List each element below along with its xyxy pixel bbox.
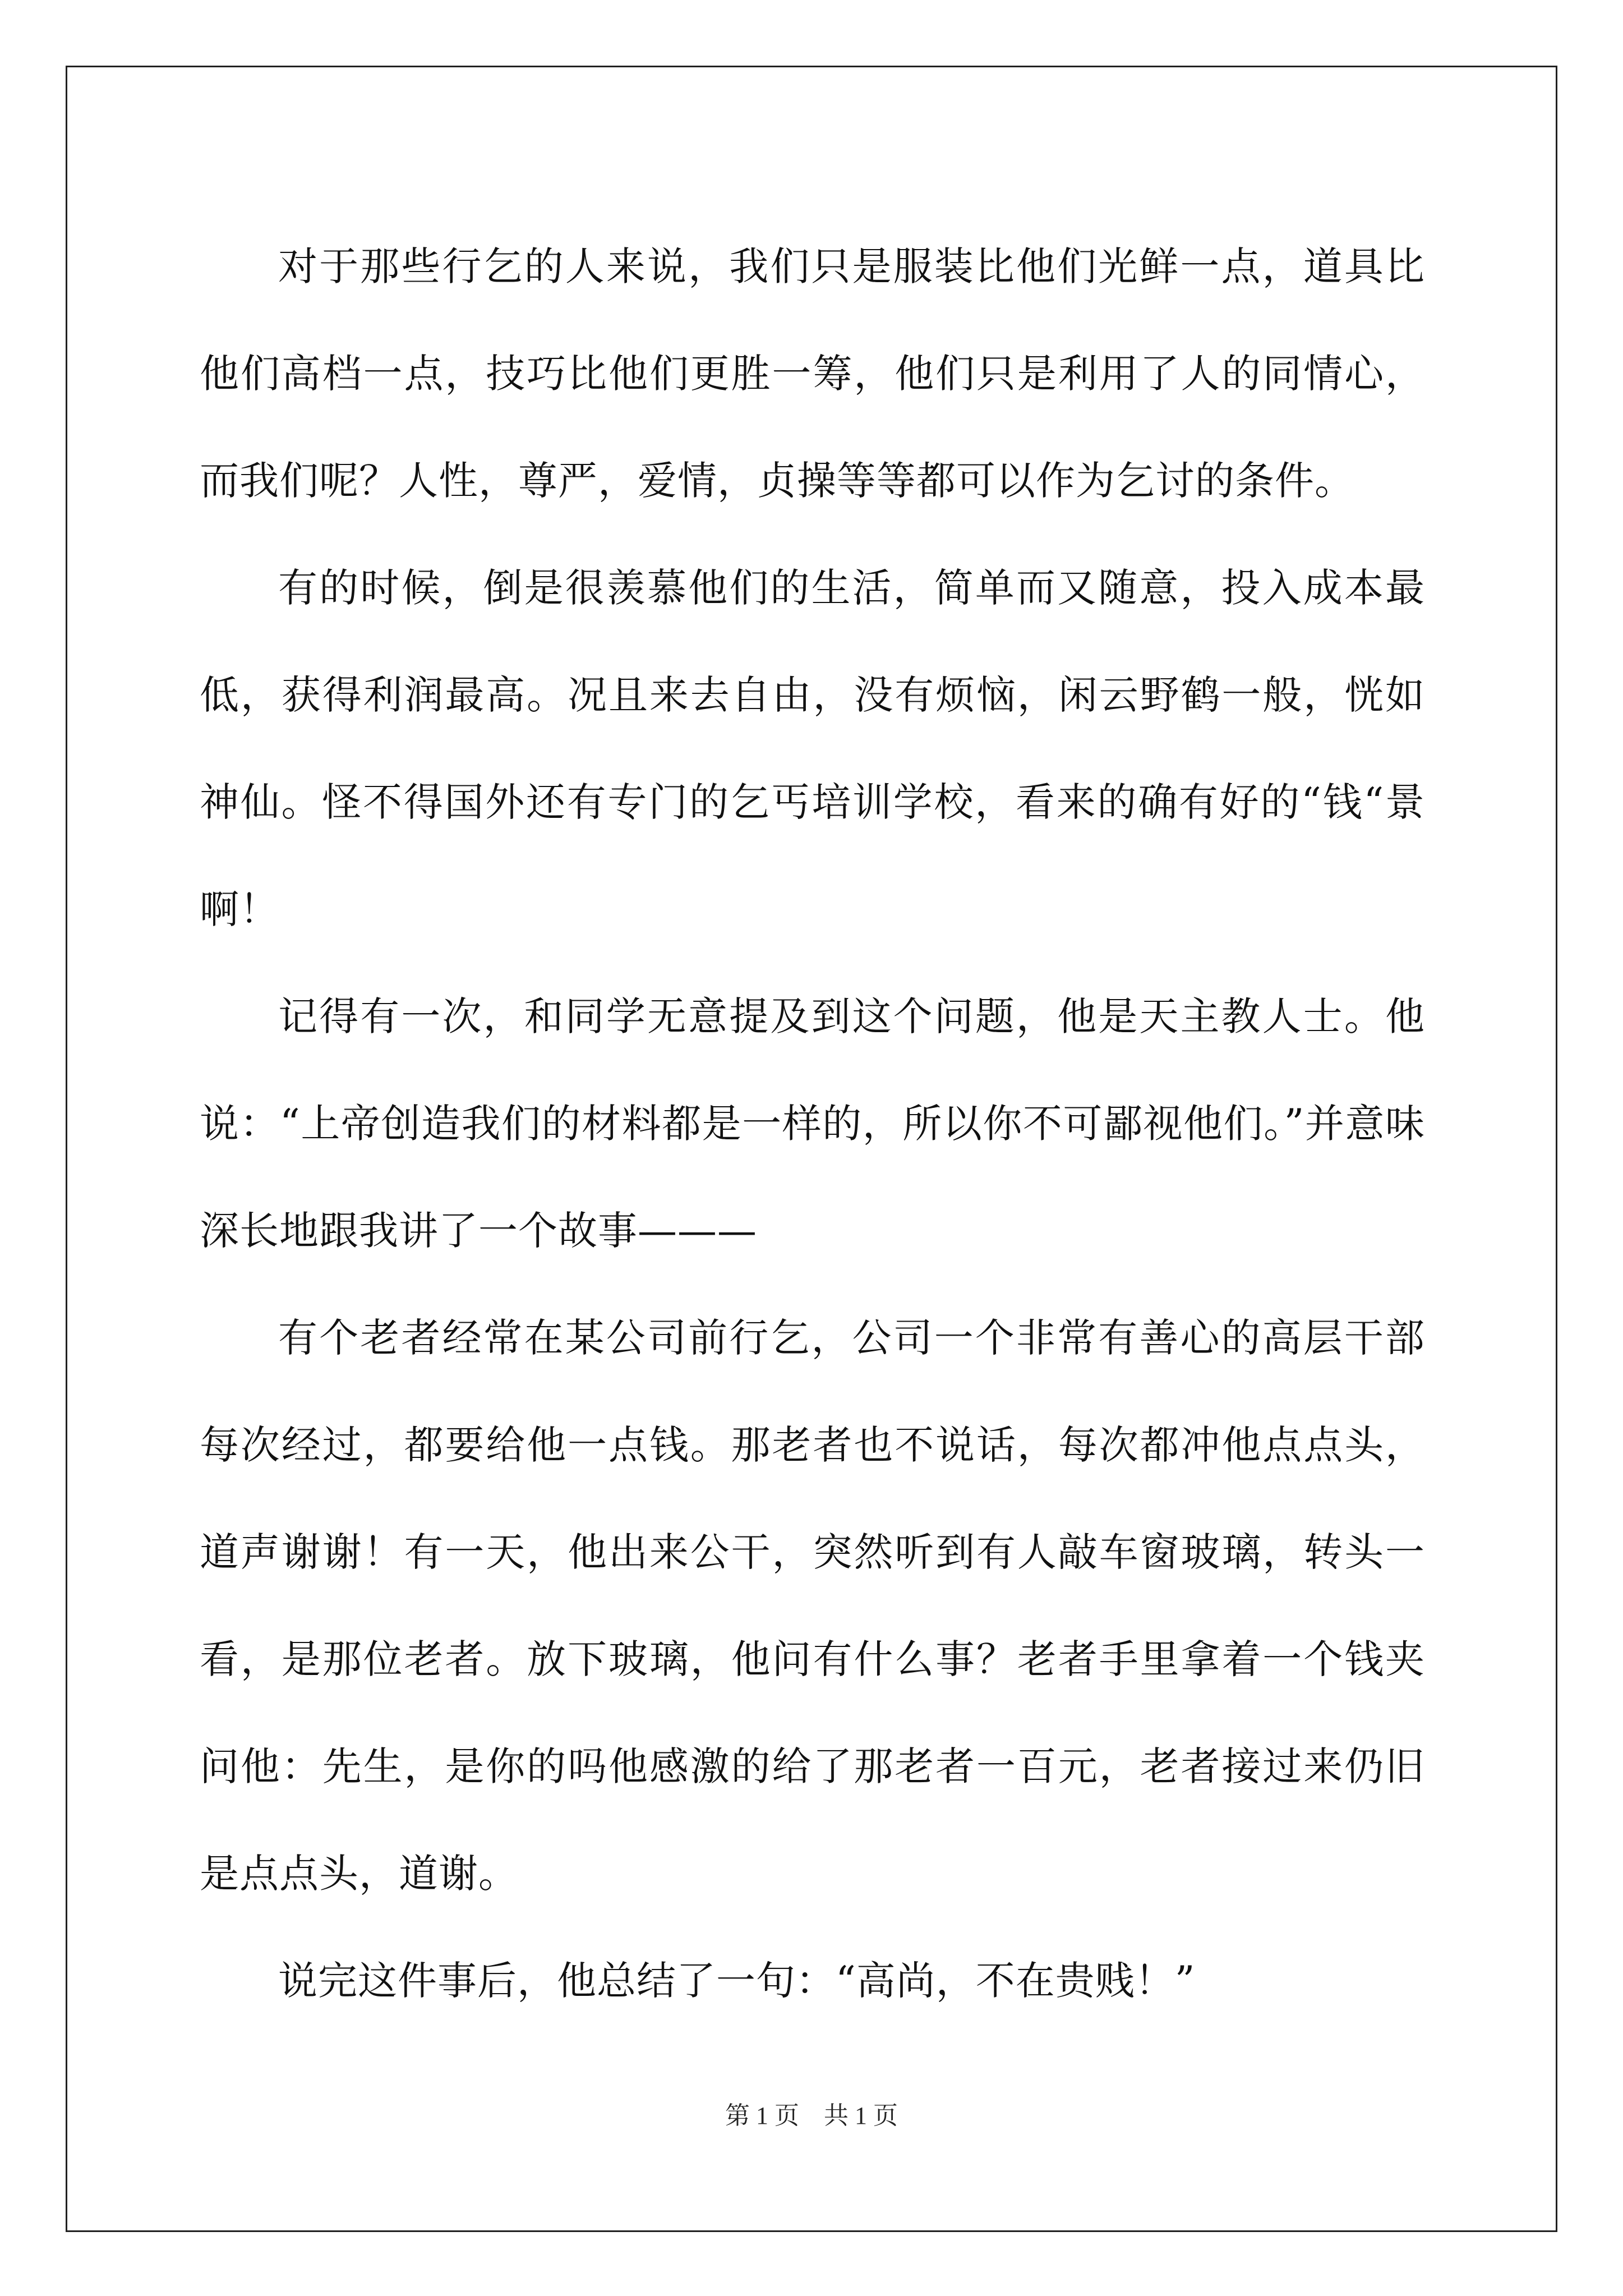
document-body	[200, 213, 1425, 2035]
paragraph: 有个老者经常在某公司前行乞，公司一个非常有善心的高层干部每次经过，都要给他一点钱。那老者也不说话，每次都冲他点点头，道声谢谢！有一天，他出来公干，突然听到有人敲车窗玻璃，转头一看，是那位老者。放下玻璃，他问有什么事？老者手里拿着一个钱夹问他：先生，是你的吗他感激的给了那老者一百元，老者接过来仍旧是点点头，道谢。	[200, 1315, 1425, 1897]
paragraph: 记得有一次，和同学无意提及到这个问题，他是天主教人士。他说：“上帝创造我们的材料都是一样的，所以你不可鄙视他们。”并意味深长地跟我讲了一个故事———	[200, 993, 1425, 1254]
paragraph: 说完这件事后，他总结了一句：“高尚，不在贵贱！”	[278, 1958, 1196, 2004]
paragraph: 有的时候，倒是很羡慕他们的生活，简单而又随意，投入成本最低，获得利润最高。况且来去自由，没有烦恼，闲云野鹤一般，恍如神仙。怪不得国外还有专门的乞丐培训学校，看来的确有好的“钱“景啊！	[200, 565, 1425, 932]
paragraph: 对于那些行乞的人来说，我们只是服装比他们光鲜一点，道具比他们高档一点，技巧比他们更胜一筹，他们只是利用了人的同情心，而我们呢？人性，尊严，爱情，贞操等等都可以作为乞讨的条件。	[200, 243, 1425, 504]
page-number-footer: 第 1 页 共 1 页	[725, 2102, 898, 2129]
